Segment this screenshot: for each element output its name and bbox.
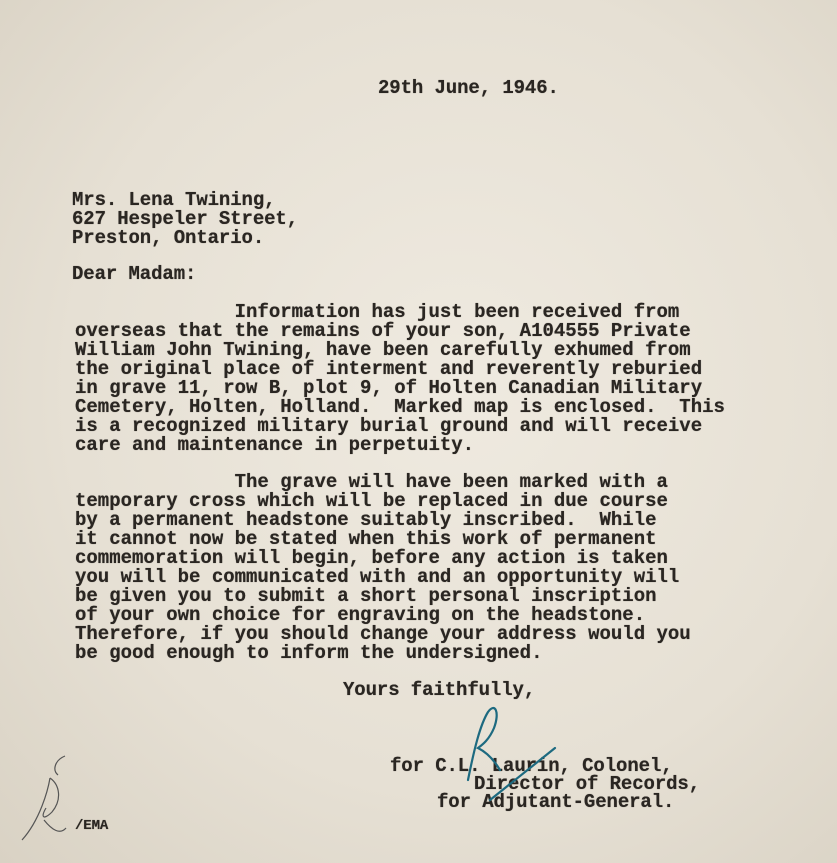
address-line: Mrs. Lena Twining, — [72, 189, 276, 211]
text-line: of your own choice for engraving on the headstone. — [75, 604, 646, 626]
text-line: by a permanent headstone suitably inscribed. While — [75, 509, 657, 531]
text-line: The grave will have been marked with a — [75, 471, 668, 493]
text-line: Cemetery, Holten, Holland. Marked map is enclosed. This — [75, 396, 725, 418]
paragraph-2 — [75, 473, 691, 663]
signature-line: Director of Records, — [474, 773, 701, 795]
letter-date: 29th June, 1946. — [378, 77, 559, 99]
text-line: Therefore, if you should change your address would you — [75, 623, 691, 645]
text-line: care and maintenance in perpetuity. — [75, 434, 475, 456]
signature-line: for C.L. Laurin, Colonel, — [390, 755, 673, 777]
address-line: Preston, Ontario. — [72, 227, 265, 249]
address-line: 627 Hespeler Street, — [72, 208, 299, 230]
pencil-initials — [22, 756, 66, 840]
text-line: be given you to submit a short personal inscription — [75, 585, 657, 607]
text-line: overseas that the remains of your son, A104555 Private — [75, 320, 691, 342]
text-line: commemoration will begin, before any action is taken — [75, 547, 668, 569]
text-line: you will be communicated with and an opportunity will — [75, 566, 680, 588]
text-line: it cannot now be stated when this work of permanent — [75, 528, 657, 550]
text-line: Information has just been received from — [75, 301, 680, 323]
closing: Yours faithfully, — [343, 679, 536, 701]
text-line: be good enough to inform the undersigned. — [75, 642, 543, 664]
paragraph-1 — [75, 303, 725, 455]
reference-initials: /EMA — [75, 818, 109, 834]
text-line: William John Twining, have been carefully exhumed from — [75, 339, 691, 361]
text-line: temporary cross which will be replaced in due course — [75, 490, 668, 512]
text-line: in grave 11, row B, plot 9, of Holten Canadian Military — [75, 377, 703, 399]
text-line: is a recognized military burial ground and will receive — [75, 415, 703, 437]
signature-line: for Adjutant-General. — [437, 791, 675, 813]
text-line: the original place of interment and reverently reburied — [75, 358, 703, 380]
salutation: Dear Madam: — [72, 263, 197, 285]
